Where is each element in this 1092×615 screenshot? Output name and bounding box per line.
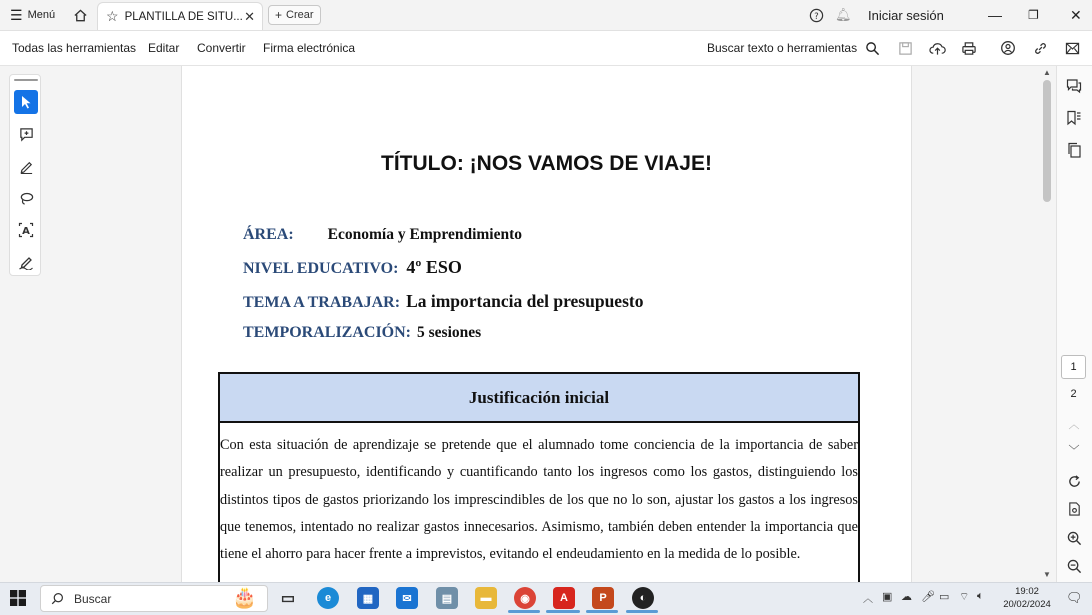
search-icon: [865, 41, 880, 56]
refresh-button[interactable]: [1064, 471, 1084, 491]
save-icon[interactable]: [896, 39, 914, 57]
sign-tool-button[interactable]: [14, 250, 38, 274]
page-thumb-1[interactable]: 1: [1061, 355, 1086, 379]
select-tool-button[interactable]: [14, 90, 38, 114]
highlight-tool-button[interactable]: [14, 154, 38, 178]
menu-e-signature[interactable]: Firma electrónica: [263, 41, 356, 55]
close-window-button[interactable]: [1070, 0, 1082, 30]
add-comment-button[interactable]: [14, 122, 38, 146]
tray-volume-icon[interactable]: 🔈︎: [977, 590, 984, 602]
section-heading: Justificación inicial: [220, 374, 858, 423]
svg-text:A: A: [22, 226, 30, 237]
section-body-text: Con esta situación de aprendizaje se pretende que el alumnado tome conciencia de la importancia de saber realizar un presupuesto, identificando y cuantificando tanto los ingresos como los gastos, distinguiendo los distintos tipos de gastos priorizando los imprescindibles de los que no lo son, ajustar los gastos a los ingresos que tenemos, intentado no realizar gastos innecesarios. Asimismo, también deben entender la importancia que tiene el ahorro para hacer frente a imprevistos, evitando el endeudamiento en la medida de lo posible.: [220, 437, 858, 563]
hamburger-icon: ☰: [10, 6, 23, 23]
star-icon[interactable]: ☆: [106, 8, 119, 24]
mail-icon[interactable]: ✉: [396, 587, 418, 609]
bookmark-icon: [1066, 110, 1082, 126]
clock-time: 19:02: [1015, 586, 1039, 597]
bell-icon: 🔔︎: [835, 7, 852, 22]
email-icon[interactable]: [1063, 39, 1081, 57]
home-button[interactable]: [73, 0, 88, 30]
panel-drag-handle[interactable]: [14, 79, 38, 81]
sign-in-label: Iniciar sesión: [868, 7, 944, 23]
justification-section: [218, 372, 860, 582]
sign-in-button[interactable]: [868, 0, 944, 30]
svg-text:?: ?: [814, 10, 819, 21]
field-level: [243, 257, 462, 278]
field-timing-label: TEMPORALIZACIÓN:: [243, 324, 412, 341]
app-active-indicator: [626, 610, 658, 613]
tray-monitor-icon[interactable]: ▣: [882, 591, 893, 603]
birthday-cake-icon: 🎂: [232, 587, 257, 609]
draw-tool-button[interactable]: [14, 186, 38, 210]
clock-date: 20/02/2024: [1003, 599, 1051, 610]
restore-icon: ❐: [1028, 8, 1039, 22]
menu-convert[interactable]: Convertir: [197, 41, 246, 55]
upload-cloud-icon[interactable]: [928, 39, 946, 57]
field-area-label: ÁREA:: [243, 226, 294, 243]
file-explorer-icon[interactable]: ▬: [475, 587, 497, 609]
chrome-icon[interactable]: ◉: [514, 587, 536, 609]
help-icon: [809, 8, 824, 23]
next-page-button[interactable]: [1064, 440, 1084, 460]
share-user-icon[interactable]: [999, 39, 1017, 57]
refresh-icon: [1067, 474, 1082, 489]
document-tab[interactable]: [97, 2, 263, 30]
signature-pen-icon: [18, 254, 34, 270]
print-icon[interactable]: [960, 39, 978, 57]
tab-title: PLANTILLA DE SITU...: [124, 10, 243, 23]
maximize-button[interactable]: [1028, 0, 1039, 30]
text-recognition-button[interactable]: [14, 218, 38, 242]
menu-button[interactable]: [10, 0, 55, 30]
document-page: [181, 66, 912, 582]
scrollbar-thumb[interactable]: [1043, 80, 1051, 202]
scroll-up-icon[interactable]: ▲: [1043, 68, 1051, 77]
tray-chevron-up-icon[interactable]: ︿: [863, 594, 873, 605]
taskbar-search-box[interactable]: [40, 585, 268, 612]
tray-microphone-icon[interactable]: 🎤︎: [921, 591, 935, 603]
chevron-down-icon: ﹀: [1068, 445, 1080, 457]
chrome-active-indicator: [508, 610, 540, 613]
menu-all-tools[interactable]: Todas las herramientas: [12, 41, 137, 55]
zoom-out-button[interactable]: [1064, 556, 1084, 576]
comments-panel-button[interactable]: [1064, 76, 1084, 96]
quick-tools-panel: [9, 74, 41, 276]
powerpoint-active-indicator: [586, 610, 618, 613]
comments-icon: [1066, 78, 1082, 94]
field-topic-value: La importancia del presupuesto: [406, 291, 644, 311]
title-bar: [0, 0, 1092, 31]
acrobat-active-indicator: [546, 610, 580, 613]
minimize-button[interactable]: [988, 0, 1002, 30]
zoom-out-icon: [1067, 559, 1082, 574]
field-timing-value: 5 sesiones: [417, 324, 482, 341]
help-button[interactable]: [809, 0, 824, 30]
field-topic: [243, 291, 643, 312]
notification-center-icon[interactable]: 🗨︎: [1066, 590, 1083, 605]
copy-pages-icon: [1066, 142, 1082, 158]
task-view-icon[interactable]: ▭: [280, 590, 296, 607]
field-area: [243, 226, 522, 244]
search-tools-label: Buscar texto o herramientas: [707, 41, 858, 55]
field-level-value: 4º ESO: [406, 257, 462, 277]
menu-label: Menú: [27, 9, 56, 21]
zoom-in-button[interactable]: [1064, 528, 1084, 548]
field-level-label: NIVEL EDUCATIVO:: [243, 260, 399, 277]
plus-icon: +: [275, 8, 283, 22]
close-tab-icon[interactable]: ✕: [244, 8, 255, 24]
acrobat-icon[interactable]: A: [553, 587, 575, 609]
tray-wifi-icon[interactable]: ⌔: [959, 591, 970, 603]
text-box-icon: [18, 222, 34, 238]
page-tools-button[interactable]: [1064, 499, 1084, 519]
zoom-in-icon: [1067, 531, 1082, 546]
pen-icon: [19, 159, 34, 174]
tray-battery-icon[interactable]: ▭: [939, 591, 950, 603]
lasso-icon: [19, 191, 34, 206]
field-area-value: Economía y Emprendimiento: [327, 226, 523, 243]
notifications-button[interactable]: [835, 0, 852, 30]
chevron-up-icon: ︿: [1068, 419, 1080, 431]
store-icon[interactable]: ▦: [357, 587, 379, 609]
calculator-icon[interactable]: ▤: [436, 587, 458, 609]
taskbar-search-label: Buscar: [74, 591, 112, 606]
menu-edit[interactable]: Editar: [148, 41, 180, 55]
cursor-arrow-icon: [20, 95, 32, 109]
pages-panel-button[interactable]: [1064, 140, 1084, 160]
home-icon: [73, 8, 88, 23]
system-clock[interactable]: [1000, 585, 1054, 611]
search-tools[interactable]: [707, 31, 880, 65]
search-icon: [51, 592, 64, 605]
create-button[interactable]: [268, 5, 321, 25]
document-settings-icon: [1067, 501, 1082, 517]
page-thumb-2[interactable]: 2: [1070, 388, 1077, 400]
link-icon[interactable]: [1031, 39, 1049, 57]
create-label: Crear: [286, 9, 314, 21]
tray-cloud-icon[interactable]: ☁: [901, 591, 912, 603]
comment-plus-icon: [19, 127, 34, 142]
scroll-down-icon[interactable]: ▼: [1043, 570, 1051, 579]
field-topic-label: TEMA A TRABAJAR:: [243, 294, 401, 311]
app-icon[interactable]: ◐: [632, 587, 654, 609]
windows-logo-icon: [10, 590, 26, 606]
powerpoint-icon[interactable]: P: [592, 587, 614, 609]
field-timing: [243, 324, 481, 342]
bookmarks-panel-button[interactable]: [1064, 108, 1084, 128]
edge-browser-icon[interactable]: e: [317, 587, 339, 609]
minimize-icon: —: [988, 7, 1002, 23]
start-button[interactable]: [10, 590, 26, 611]
previous-page-button[interactable]: [1064, 414, 1084, 434]
close-icon: ✕: [1070, 6, 1082, 23]
document-title: TÍTULO: ¡NOS VAMOS DE VIAJE!: [381, 152, 712, 175]
